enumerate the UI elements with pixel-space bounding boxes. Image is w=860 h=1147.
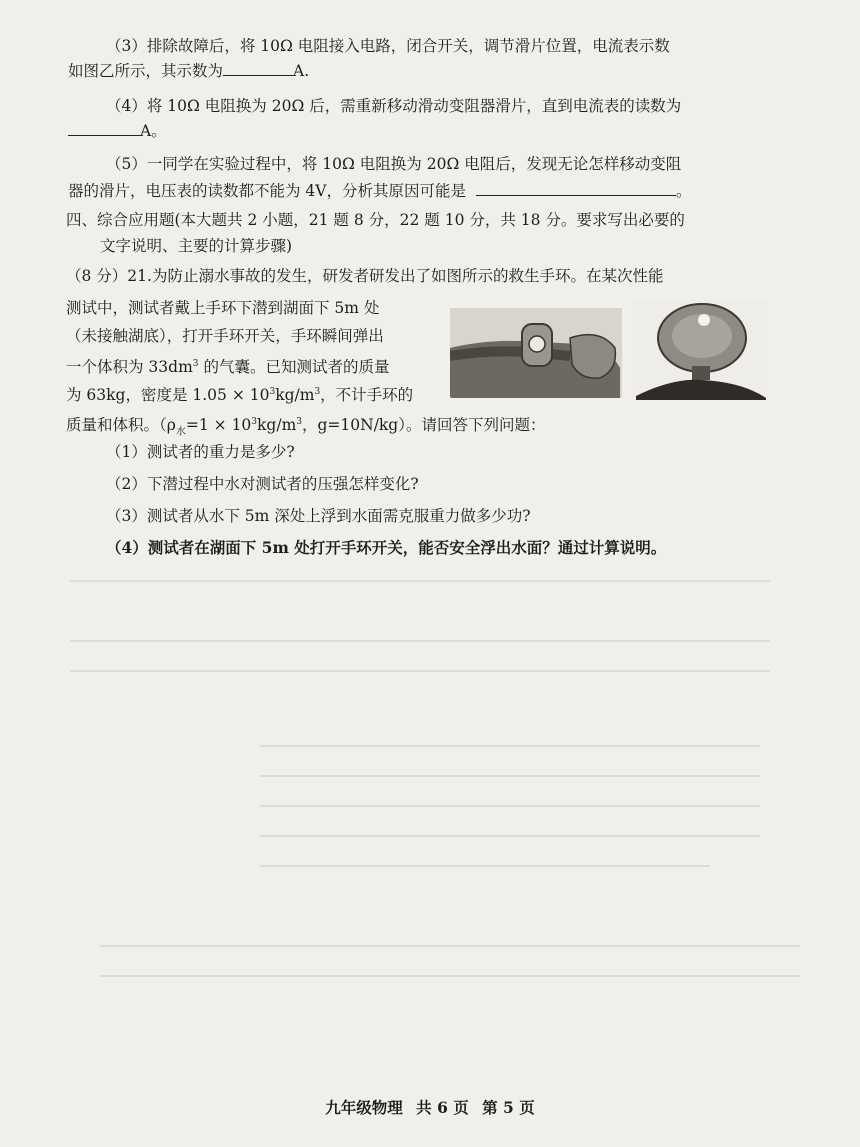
q4-line1: （4）将 10Ω 电阻换为 20Ω 后，需重新移动滑动变阻器滑片，直到电流表的读数为 [106,97,682,115]
q4-unit: A。 [140,122,167,140]
q3-line2 [68,60,309,81]
q21-line6-sup: 3 [251,417,258,427]
q3-line1: （3）排除故障后，将 10Ω 电阻接入电路，闭合开关，调节滑片位置，电流表示数 [106,37,670,55]
q3-line2-text: 如图乙所示，其示数为 [68,62,224,80]
q21-line4-b: 的气囊。已知测试者的质量 [198,358,390,377]
q5-answer-blank[interactable] [476,180,676,196]
q21-line1: （8 分）21.为防止溺水事故的发生，研发者研发出了如图所示的救生手环。在某次性能 [66,267,664,285]
q3-unit: A. [293,62,310,80]
q21-sub4: （4）测试者在湖面下 5m 处打开手环开关，能否安全浮出水面？通过计算说明。 [106,538,667,557]
q21-line5-sup2: 3 [314,387,321,397]
q21-line6 [66,412,545,442]
reverse-side-bleed [60,560,820,1080]
footer-subject: 九年级物理 [325,1098,403,1117]
bracelet-wrist-illustration [450,308,622,398]
q21-line5 [66,382,413,405]
footer-total-pages: 共 6 页 [416,1098,469,1117]
q21-line5-sup: 3 [269,387,276,397]
q21-sub1: （1）测试者的重力是多少? [106,443,295,461]
bracelet-wrist-photo [450,308,622,398]
q5-line1: （5）一同学在实验过程中，将 10Ω 电阻换为 20Ω 电阻后，发现无论怎样移动变阻 [106,155,682,173]
q21-line6-c: kg/m [257,416,297,435]
q21-line5-a: 为 63kg，密度是 1.05 × 10 [66,386,270,405]
q21-line6-a: 质量和体积。（ρ [66,416,176,435]
q21-line6-sup2: 3 [296,417,302,427]
page-footer [0,1096,860,1118]
q21-line4-a: 一个体积为 33dm [66,358,193,377]
q5-line2-text: 器的滑片，电压表的读数都不能为 4V，分析其原因可能是 [68,182,466,200]
footer-page-number: 第 5 页 [482,1098,535,1117]
q21-line6-sub: 水 [175,426,186,438]
inflated-airbag-photo [632,300,768,400]
q21-line5-c: ，不计手环的 [320,386,414,405]
q4-answer-blank[interactable] [68,120,140,136]
q5-end: 。 [675,182,692,200]
q21-line3: （未接触湖底），打开手环开关，手环瞬间弹出 [66,327,384,345]
q21-line4 [66,354,389,377]
q3-answer-blank[interactable] [223,60,293,76]
q21-sub2: （2）下潜过程中水对测试者的压强怎样变化? [106,475,419,493]
q21-line2: 测试中，测试者戴上手环下潜到湖面下 5m 处 [66,299,380,317]
section4-heading-cont: 文字说明、主要的计算步骤) [100,237,293,255]
q21-sub3: （3）测试者从水下 5m 深处上浮到水面需克服重力做多少功? [106,507,531,525]
q21-line5-b: kg/m [275,386,315,405]
q21-line6-d: ，g=10N/kg）。请回答下列问题： [302,416,546,435]
q21-line6-b: =1 × 10 [185,416,252,435]
q4-line2 [68,120,167,141]
q5-line2 [68,180,692,201]
section4-heading: 四、综合应用题(本大题共 2 小题，21 题 8 分，22 题 10 分，共 18 分。要求写出必要的 [66,211,685,229]
q21-line4-sup: 3 [192,359,199,369]
airbag-illustration [632,300,768,400]
